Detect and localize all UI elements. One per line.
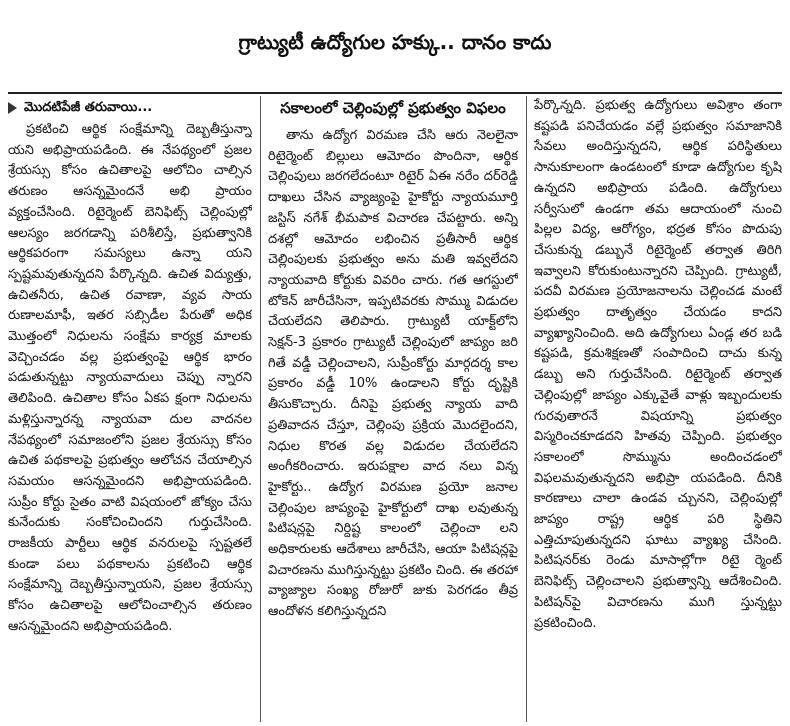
column-1	[8, 96, 252, 722]
column-divider-1	[260, 96, 261, 722]
triangle-arrow-icon	[8, 102, 17, 114]
column-2-body: తాను ఉద్యోగ విరమణ చేసి ఆరు నెలలైనా రిటైర్మెంట్ బిల్లులు ఆమోదం పొందినా, ఆర్థిక చెల్లింపులు జరగలేదంటూ రిటైర్ ఏఈ నరేం దర్‌రెడ్డి దాఖలు చేసిన వ్యాజ్యంపై హైకోర్టు న్యాయమూర్తి జస్టిస్ నగేశ్ భీమపాక విచారణ చేపట్టారు. అన్ని దశల్లో ఆమోదం లభించిన ప్రతీసారీ ఆర్థిక చెల్లింపులకు ప్రభుత్వం అను మతి ఇవ్వలేదని న్యాయవాది కోర్టుకు వివరిం చారు. గత ఆగస్టులో టోకెన్ జారీచేసినా, ఇప్పటివరకు సొమ్ము విడుదల చేయలేదని తెలిపారు. గ్రాట్యుటీ యాక్ట్‌లోని సెక్షన్-3 ప్రకారం గ్రాట్యుటీ చెల్లింపులో జాప్యం జరి గితే వడ్డీ చెల్లించాలని, సుప్రీంకోర్టు మార్గదర్శ కాల ప్రకారం వడ్డీ 10% ఉండాలని కోర్టు దృష్టికి తీసుకొచ్చారు. దీనిపై ప్రభుత్వ న్యాయ వాది ప్రతివాదన చేస్తూ, చెల్లింపు ప్రక్రియ మొదలైందని, నిధుల కొరత వల్ల విడుదల చేయలేదని అంగీకరించారు. ఇరుపక్షాల వాద నలు విన్న హైకోర్టు.. ఉద్యోగ విరమణ ప్రయో జనాల చెల్లింపుల జాప్యంపై హైకోర్టులో దాఖ లవుతున్న పిటిషన్లపై నిర్దిష్ట కాలంలో చెల్లించా లని అధికారులకు ఆదేశాలు జారీచేసి, ఆయా పిటిషన్లపై విచారణను ముగిస్తున్నట్టు ప్రకటిం చింది. ఈ తరహా వ్యాజ్యాల సంఖ్య రోజురో జుకు పెరగడం తీవ్ర ఆందోళన కలిగిస్తున్నదని	[268, 128, 518, 620]
column-divider-2	[526, 96, 527, 722]
column-2	[268, 96, 518, 722]
column-2-subhead: సకాలంలో చెల్లింపుల్లో ప్రభుత్వం విఫలం	[280, 99, 506, 117]
kicker-label: మొదటిపేజీ తరువాయి...	[24, 100, 153, 115]
continuation-kicker	[8, 96, 252, 120]
headline: గ్రాట్యుటీ ఉద్యోగుల హక్కు.. దానం కాదు	[238, 29, 552, 54]
column-1-body: ప్రకటించి ఆర్థిక సంక్షేమాన్ని దెబ్బతీస్తున్నా యని అభిప్రాయపడింది. ఈ నేపథ్యంలో ప్రజల శ్రేయస్సు కోసం ఉచితాలపై ఆలోచిం చాల్సిన తరుణం ఆసన్నమైందనే అభి ప్రాయం వ్యక్తంచేసింది. రిటైర్మెంట్ బెనిఫిట్స్ చెల్లింపుల్లో ఆలస్యం జరగడాన్ని పరిశీలిస్తే, ప్రభుత్వానికి ఆర్థికపరంగా సమస్యలు ఉన్నా యని స్పష్టమవుతున్నదని పేర్కొన్నది. ఉచిత విద్యుత్తు, ఉచితనీరు, ఉచిత రవాణా, వ్యవ సాయ రుణాలమాఫీ, ఇతర సబ్సిడీల పేరుతో అధిక మొత్తంలో నిధులను సంక్షేమ కార్యక్ర మాలకు వెచ్చించడం వల్ల ప్రభుత్వంపై ఆర్థిక భారం పడుతున్నట్టు న్యాయవాదులు చెప్పు న్నారని తెలిపింది. ఉచితాల కోసం ఏకప క్షంగా నిధులను మళ్లిస్తున్నారన్న న్యాయవా దుల వాదనల నేపథ్యంలో సమాజంలోని ప్రజల శ్రేయస్సు కోసం ఉచిత పథకాలపై ప్రభుత్వం ఆలోచన చేయాల్సిన సమయం ఆసన్నమైందని అభిప్రాయపడింది. సుప్రీం కోర్టు సైతం వాటి విషయంలో జోక్యం చేసు కునేందుకు సంకోచించిందని గుర్తుచేసింది. రాజకీయ పార్టీలు ఆర్థిక వనరులపై స్పష్టతలే కుండా పలు పథకాలను ప్రకటించి ఆర్థిక సంక్షేమాన్ని దెబ్బతీస్తున్నాయని, ప్రజల శ్రేయస్సు కోసం ఉచితాలపై ఆలోచించాల్సిన తరుణం ఆసన్నమైందని అభిప్రాయపడింది.	[8, 122, 252, 634]
column-3	[534, 96, 782, 722]
column-3-body: పేర్కొన్నది. ప్రభుత్వ ఉద్యోగులు అవిశ్రాం తంగా కష్టపడి పనిచేయడం వల్లే ప్రభుత్వం సమాజానికి సేవలు అందిస్తున్నదని, ఆర్థిక పరిస్థితులు సానుకూలంగా ఉండటంలో కూడా ఉద్యోగుల కృషి ఉన్నదని అభిప్రాయ పడింది. ఉద్యోగులు సర్వీసులో ఉండగా తమ ఆదాయంలో నుంచి పిల్లల విద్య, ఆరోగ్యం, భద్రత కోసం పొదుపు చేసుకున్న డబ్బునే రిటైర్మెంట్ తర్వాత తిరిగి ఇవ్వాలని కోరుకుంటున్నారని చెప్పింది. గ్రాట్యుటీ, పదవీ విరమణ ప్రయోజనాలను చెల్లించడ మంటే ప్రభుత్వం దాతృత్వం చేయడం కాదని వ్యాఖ్యానించింది. అది ఉద్యోగులు ఏండ్ల తర బడి కష్టపడి, క్రమశిక్షణతో సంపాదించి దాచు కున్న డబ్బు అని గుర్తుచేసింది. రిటైర్మెంట్ తర్వాత చెల్లింపుల్లో జాప్యం ఎక్కువైతే వాళ్లు ఇబ్బందులకు గురవుతారనే విషయాన్ని ప్రభుత్వం విస్మరించకూడదని హితవు చెప్పింది. ప్రభుత్వం సకాలంలో సొమ్మును అందించడంలో విఫలమవుతున్నదని అభిప్రా యపడింది. దీనికి కారణాలు చాలా ఉండవ చ్చునని, చెల్లింపుల్లో జాప్యం రాష్ట్ర ఆర్థిక పరి స్థితిని ఎత్తిచూపుతున్నదని ఘాటు వ్యాఖ్య చేసింది. పిటిషనర్‌కు రెండు మాసాల్లోగా రిటై ర్మెంట్ బెనిఫిట్స్ చెల్లించాలని ప్రభుత్వాన్ని ఆదేశించింది. పిటిషన్‌పై విచారణను ముగి స్తున్నట్టు ప్రకటించింది.	[534, 98, 782, 631]
headline-rule	[8, 92, 782, 94]
